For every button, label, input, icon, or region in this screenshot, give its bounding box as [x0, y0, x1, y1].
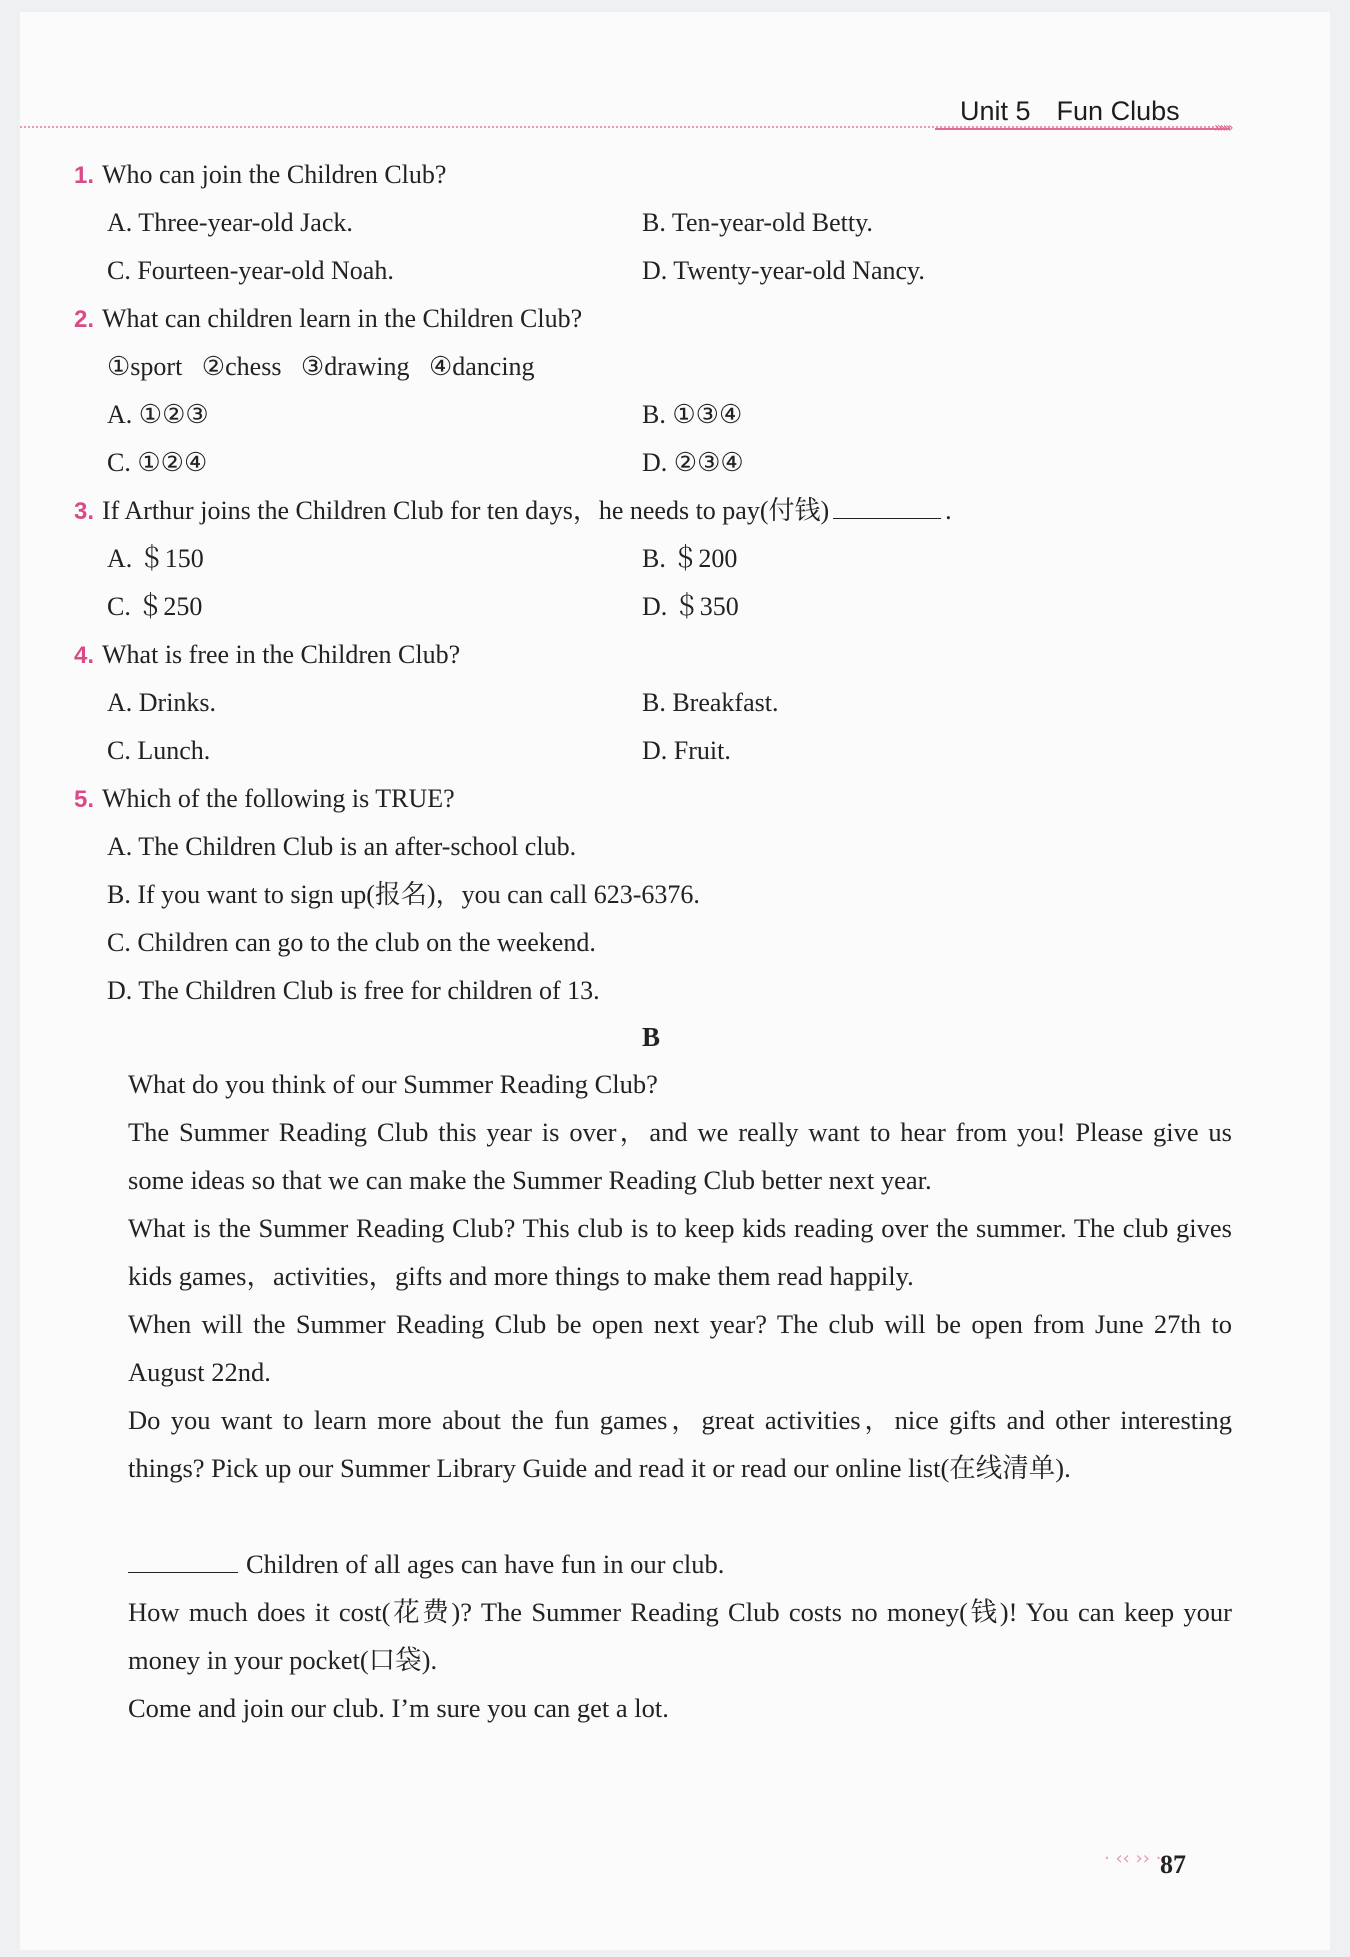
answer-blank[interactable] [128, 1550, 238, 1573]
question-number: 1. [74, 162, 95, 189]
option-4a: A. Drinks. [107, 688, 217, 717]
paragraph-6: Children of all ages can have fun in our club. [72, 1540, 1232, 1588]
section-title: B [642, 1022, 661, 1052]
question-text: What is free in the Children Club? [102, 640, 461, 669]
option-4d: D. Fruit. [642, 736, 731, 765]
question-1 [74, 160, 446, 191]
page-number: 87 [1160, 1850, 1186, 1879]
option-5a: A. The Children Club is an after-school club. [107, 832, 577, 861]
option-2a: A. ①②③ [107, 400, 209, 429]
header-arrow-icon: »»» [1214, 120, 1231, 136]
option-1a: A. Three-year-old Jack. [107, 208, 353, 237]
option-2c: C. ①②④ [107, 448, 208, 477]
option-4c: C. Lunch. [107, 736, 211, 765]
paragraph-3: What is the Summer Reading Club? This club is to keep kids reading over the summer. The club gives kids games，activities，gifts and more things to make them read happily. [128, 1213, 1232, 1291]
question-4 [74, 640, 460, 671]
question-text: What can children learn in the Children Club? [102, 304, 583, 333]
paragraph-2: The Summer Reading Club this year is over，and we really want to hear from you! Please give us some ideas so that we can make the Summer Reading Club better next year. [128, 1117, 1232, 1195]
option-1b: B. Ten-year-old Betty. [642, 208, 873, 237]
question-3 [74, 496, 952, 527]
question-text: If Arthur joins the Children Club for ten days，he needs to pay(付钱) [102, 496, 830, 525]
option-5c: C. Children can go to the club on the weekend. [107, 928, 596, 957]
option-3b: B. ＄200 [642, 544, 738, 573]
option-3a: A. ＄150 [107, 544, 204, 573]
question-number: 2. [74, 306, 95, 333]
option-2d: D. ②③④ [642, 448, 744, 477]
question-number: 3. [74, 498, 95, 525]
option-1c: C. Fourteen-year-old Noah. [107, 256, 394, 285]
question-5 [74, 784, 455, 815]
question-text: Which of the following is TRUE? [102, 784, 455, 813]
option-2b: B. ①③④ [642, 400, 743, 429]
answer-blank[interactable] [833, 496, 941, 519]
paragraph-4: When will the Summer Reading Club be open next year? The club will be open from June 27th to August 22nd. [128, 1309, 1232, 1387]
option-1d: D. Twenty-year-old Nancy. [642, 256, 925, 285]
question-end: . [945, 496, 952, 525]
option-4b: B. Breakfast. [642, 688, 779, 717]
option-3c: C. ＄250 [107, 592, 203, 621]
paragraph-5: Do you want to learn more about the fun games，great activities，nice gifts and other interesting things? Pick up our Summer Library Guide and read it or read our online list(在线清单). [128, 1405, 1232, 1483]
running-header [960, 96, 1180, 127]
unit-title: Fun Clubs [1056, 96, 1180, 126]
paragraph-8: Come and join our club. I’m sure you can get a lot. [128, 1693, 669, 1723]
option-5b: B. If you want to sign up(报名)，you can call 623-6376. [107, 880, 700, 909]
question-2 [74, 304, 582, 335]
question-text: Who can join the Children Club? [102, 160, 447, 189]
paragraph-1: What do you think of our Summer Reading Club? [128, 1069, 658, 1099]
unit-label: Unit 5 [960, 96, 1031, 126]
choice-list: ①sport ②chess ③drawing ④dancing [107, 352, 535, 381]
option-5d: D. The Children Club is free for children of 13. [107, 976, 600, 1005]
paragraph-7: How much does it cost(花费)? The Summer Reading Club costs no money(钱)! You can keep your money in your pocket(口袋). [128, 1597, 1232, 1675]
option-3d: D. ＄350 [642, 592, 739, 621]
page-number-ornament: · ‹‹ ›› · [1104, 1848, 1162, 1869]
question-number: 5. [74, 786, 95, 813]
question-number: 4. [74, 642, 95, 669]
header-solid-rule [935, 128, 1230, 130]
